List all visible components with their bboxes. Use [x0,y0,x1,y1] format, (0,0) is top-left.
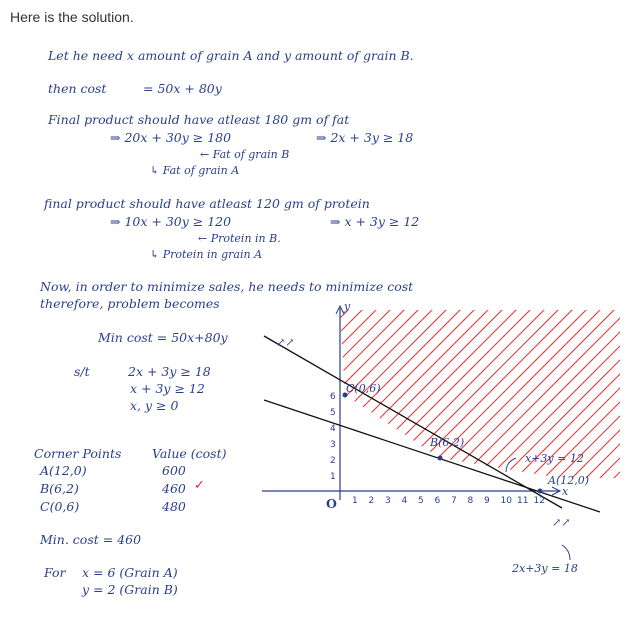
cost-label: then cost [48,81,107,96]
hatch-line [634,300,639,500]
origin-label: O [326,496,337,511]
fat-note-a: ↳ Fat of grain A [150,164,240,177]
subject-to-label: s/t [74,364,90,379]
protein-note-b: ← Protein in B. [198,232,281,245]
line-2x-3y-18 [264,336,562,508]
y-tick-label: 3 [330,440,336,450]
intro-text: Here is the solution. [10,9,134,25]
constraint-1: 2x + 3y ≥ 18 [128,364,211,379]
protein-heading: final product should have atleast 120 gm of protein [44,196,370,211]
hatch-line [130,300,330,500]
x-tick-label: 12 [533,496,545,506]
hatch-line [480,300,639,500]
y-axis-label: y [344,300,351,313]
direction-arrows-icon: ↗↗ [552,516,571,529]
table-row-value: 460 [162,481,186,496]
therefore-statement: therefore, problem becomes [40,296,220,311]
x-tick-label: 9 [484,496,490,506]
table-row-point: A(12,0) [40,463,87,478]
hatch-line [606,300,639,500]
x-tick-label: 7 [451,496,457,506]
y-tick-label: 6 [330,392,336,402]
x-tick-label: 2 [368,496,375,506]
line-x-3y-12-label: x+3y = 12 [525,452,584,465]
fat-inequality: ⇒ 20x + 30y ≥ 180 [110,130,232,145]
protein-reduced: ⇒ x + 3y ≥ 12 [330,214,420,229]
x-tick-label: 8 [467,496,474,506]
point-B [438,456,443,461]
y-tick-label: 5 [330,408,336,418]
hatch-line [564,300,639,500]
x-tick-label: 3 [385,496,391,506]
y-tick-label: 4 [330,424,336,434]
hatch-line [144,300,344,500]
point-B-label: B(6,2) [430,436,465,449]
cost-expression: = 50x + 80y [143,81,222,96]
y-solution: y = 2 (Grain B) [82,582,178,597]
hatch-line [620,300,639,500]
table-header-corner-points: Corner Points [34,446,122,461]
line-2x-3y-18-label: 2x+3y = 18 [512,562,578,575]
fat-reduced: ⇒ 2x + 3y ≥ 18 [316,130,414,145]
fat-note-b: ← Fat of grain B [200,148,290,161]
point-C-label: C(0,6) [346,382,381,395]
checkmark-icon: ✓ [194,478,205,493]
table-row-value: 480 [162,499,186,514]
point-A [538,489,543,494]
x-tick-label: 6 [434,496,441,506]
fat-heading: Final product should have atleast 180 gm of fat [48,112,350,127]
x-tick-label: 10 [500,496,512,506]
let-statement: Let he need x amount of grain A and y amount of grain B. [48,48,414,63]
point-A-label: A(12,0) [548,474,590,487]
hatch-line [158,300,358,500]
now-statement: Now, in order to minimize sales, he needs to minimize cost [40,279,414,294]
hatch-line [172,300,372,500]
x-tick-label: 1 [352,496,358,506]
feasible-region-hatch [130,300,639,500]
protein-note-a: ↳ Protein in grain A [150,248,263,261]
direction-arrows-icon: ↗↗ [276,336,295,349]
table-header-value: Value (cost) [152,446,227,461]
x-solution: x = 6 (Grain A) [82,565,178,580]
table-row-point: B(6,2) [40,481,79,496]
x-tick-label: 11 [517,496,529,506]
y-tick-label: 2 [330,456,336,466]
x-tick-label: 5 [418,496,424,506]
constraint-2: x + 3y ≥ 12 [130,381,205,396]
for-label: For [44,565,66,580]
constraint-3: x, y ≥ 0 [130,398,179,413]
hatch-line [508,300,639,500]
x-axis-label: x [562,485,569,498]
hatch-line [452,300,639,500]
table-row-point: C(0,6) [40,499,80,514]
min-cost-objective: Min cost = 50x+80y [98,330,228,345]
min-cost-result: Min. cost = 460 [40,532,142,547]
y-tick-label: 1 [330,472,336,482]
label-arrow-icon [562,545,570,560]
protein-inequality: ⇒ 10x + 30y ≥ 120 [110,214,232,229]
x-tick-label: 4 [401,496,408,506]
table-row-value: 600 [162,463,186,478]
hatch-line [592,300,639,500]
